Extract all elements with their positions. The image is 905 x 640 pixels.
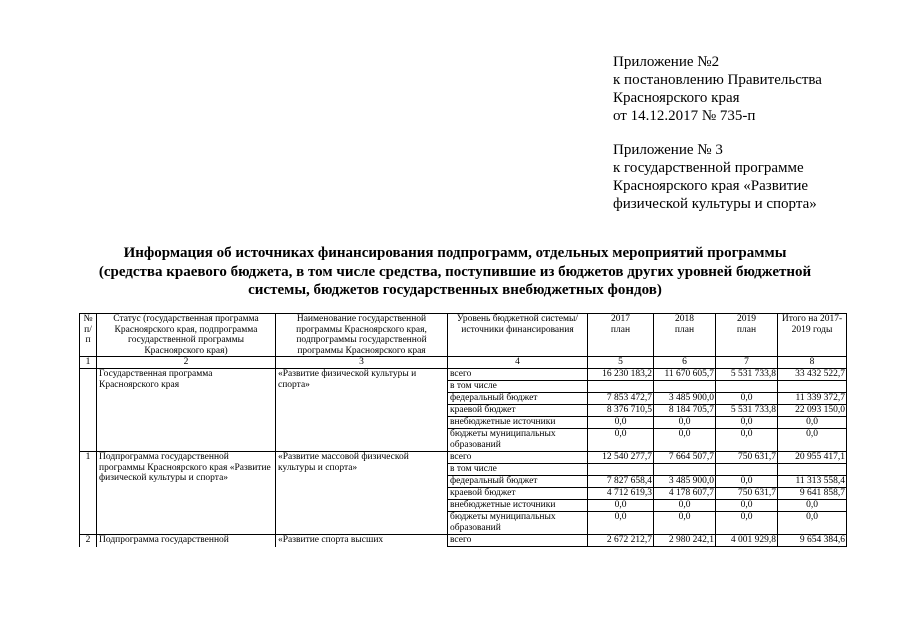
header-2019-plan: план [736, 324, 757, 335]
level-cell: краевой бюджет [448, 488, 588, 500]
header-2018-plan: план [674, 324, 695, 335]
value-total: 0,0 [778, 417, 847, 429]
title-line: Информация об источниках финансирования подпрограмм, отдельных мероприятий программы [123, 245, 787, 261]
header-name: Наименование государственной программы Красноярского края, подпрограммы государственной программы Красноярского края [276, 314, 448, 357]
value-2018: 4 178 607,7 [654, 488, 716, 500]
table-row [80, 369, 847, 381]
value-2017: 8 376 710,5 [588, 405, 654, 417]
value-total: 20 955 417,1 [778, 452, 847, 464]
level-cell: всего [448, 452, 588, 464]
value-2018: 0,0 [654, 500, 716, 512]
level-cell: всего [448, 369, 588, 381]
table-row [80, 535, 847, 547]
title-line: (средства краевого бюджета, в том числе средства, поступившие из бюджетов других уровней бюджетной [98, 263, 812, 280]
value-2019: 0,0 [716, 476, 778, 488]
appendix-3-line: к государственной программе [613, 160, 804, 176]
subprogram-2-status: Подпрограмма государственной [97, 535, 276, 547]
value-2017: 0,0 [588, 500, 654, 512]
value-2018: 8 184 705,7 [654, 405, 716, 417]
value-2017: 0,0 [588, 429, 654, 452]
level-cell: краевой бюджет [448, 405, 588, 417]
level-cell: федеральный бюджет [448, 476, 588, 488]
value-2019 [716, 464, 778, 476]
appendix-3-line: физической культуры и спорта» [613, 196, 817, 212]
level-cell: внебюджетные источники [448, 500, 588, 512]
document-title [80, 244, 830, 300]
value-2019: 0,0 [716, 512, 778, 535]
level-cell: в том числе [448, 381, 588, 393]
value-2019 [716, 381, 778, 393]
program-num [80, 369, 97, 452]
header-level: Уровень бюджетной системы/ источники финансирования [448, 314, 588, 357]
subprogram-1-num: 1 [80, 452, 97, 535]
value-2017: 7 853 472,7 [588, 393, 654, 405]
value-total: 0,0 [778, 429, 847, 452]
header-2017 [588, 314, 654, 357]
subprogram-1-status: Подпрограмма государственной программы Красноярского края «Развитие физической культуры и спорта» [97, 452, 276, 535]
level-cell: в том числе [448, 464, 588, 476]
appendix-3-header [613, 141, 817, 213]
value-2019: 750 631,7 [716, 488, 778, 500]
value-2017: 12 540 277,7 [588, 452, 654, 464]
financing-table [79, 313, 847, 547]
value-total: 9 654 384,6 [778, 535, 847, 547]
value-2018: 11 670 605,7 [654, 369, 716, 381]
col-number: 8 [778, 357, 847, 369]
header-2019-year: 2019 [737, 314, 756, 324]
appendix-3-line: Красноярского края «Развитие [613, 178, 809, 194]
value-2019: 5 531 733,8 [716, 369, 778, 381]
column-number-row [80, 357, 847, 369]
header-2019 [716, 314, 778, 357]
value-2017: 4 712 619,3 [588, 488, 654, 500]
level-cell: всего [448, 535, 588, 547]
value-2018: 0,0 [654, 417, 716, 429]
appendix-2-line: от 14.12.2017 № 735-п [613, 108, 756, 124]
level-cell: бюджеты муниципальных образований [448, 512, 588, 535]
header-2017-year: 2017 [611, 314, 630, 324]
title-line: системы, бюджетов государственных внебюджетных фондов) [248, 282, 662, 298]
program-name: «Развитие физической культуры и спорта» [276, 369, 448, 452]
header-2017-plan: план [610, 324, 631, 335]
value-2019: 0,0 [716, 500, 778, 512]
header-num: № п/п [80, 314, 97, 357]
subprogram-1-name: «Развитие массовой физической культуры и спорта» [276, 452, 448, 535]
value-2018: 0,0 [654, 512, 716, 535]
value-total: 0,0 [778, 512, 847, 535]
value-2017: 7 827 658,4 [588, 476, 654, 488]
value-2018 [654, 464, 716, 476]
program-status: Государственная программа Красноярского края [97, 369, 276, 452]
value-2019: 4 001 929,8 [716, 535, 778, 547]
header-2018-year: 2018 [675, 314, 694, 324]
appendix-2-header [613, 53, 822, 125]
value-2017: 16 230 183,2 [588, 369, 654, 381]
level-cell: внебюджетные источники [448, 417, 588, 429]
col-number: 7 [716, 357, 778, 369]
subprogram-2-num: 2 [80, 535, 97, 547]
value-2019: 5 531 733,8 [716, 405, 778, 417]
value-2018: 3 485 900,0 [654, 476, 716, 488]
table-header-row [80, 314, 847, 357]
value-2019: 0,0 [716, 417, 778, 429]
value-total [778, 381, 847, 393]
value-total: 0,0 [778, 500, 847, 512]
value-2017: 2 672 212,7 [588, 535, 654, 547]
value-2018: 7 664 507,7 [654, 452, 716, 464]
value-total: 9 641 858,7 [778, 488, 847, 500]
col-number: 4 [448, 357, 588, 369]
header-2018 [654, 314, 716, 357]
value-total: 33 432 522,7 [778, 369, 847, 381]
value-2017: 0,0 [588, 417, 654, 429]
level-cell: бюджеты муниципальных образований [448, 429, 588, 452]
level-cell: федеральный бюджет [448, 393, 588, 405]
col-number: 6 [654, 357, 716, 369]
value-2018 [654, 381, 716, 393]
header-status: Статус (государственная программа Красноярского края, подпрограмма государственной программы Красноярского края) [97, 314, 276, 357]
value-total: 22 093 150,0 [778, 405, 847, 417]
value-2019: 750 631,7 [716, 452, 778, 464]
value-total: 11 339 372,7 [778, 393, 847, 405]
value-total: 11 313 558,4 [778, 476, 847, 488]
value-2018: 3 485 900,0 [654, 393, 716, 405]
value-2018: 2 980 242,1 [654, 535, 716, 547]
value-2019: 0,0 [716, 393, 778, 405]
appendix-3-line: Приложение № 3 [613, 142, 723, 158]
value-2017 [588, 381, 654, 393]
appendix-2-line: Приложение №2 [613, 54, 720, 70]
value-total [778, 464, 847, 476]
appendix-2-line: к постановлению Правительства [613, 72, 822, 88]
col-number: 2 [97, 357, 276, 369]
value-2018: 0,0 [654, 429, 716, 452]
header-total: Итого на 2017-2019 годы [778, 314, 847, 357]
value-2017 [588, 464, 654, 476]
col-number: 1 [80, 357, 97, 369]
appendix-2-line: Красноярского края [613, 90, 740, 106]
col-number: 5 [588, 357, 654, 369]
value-2017: 0,0 [588, 512, 654, 535]
value-2019: 0,0 [716, 429, 778, 452]
table-row [80, 452, 847, 464]
col-number: 3 [276, 357, 448, 369]
subprogram-2-name: «Развитие спорта высших [276, 535, 448, 547]
